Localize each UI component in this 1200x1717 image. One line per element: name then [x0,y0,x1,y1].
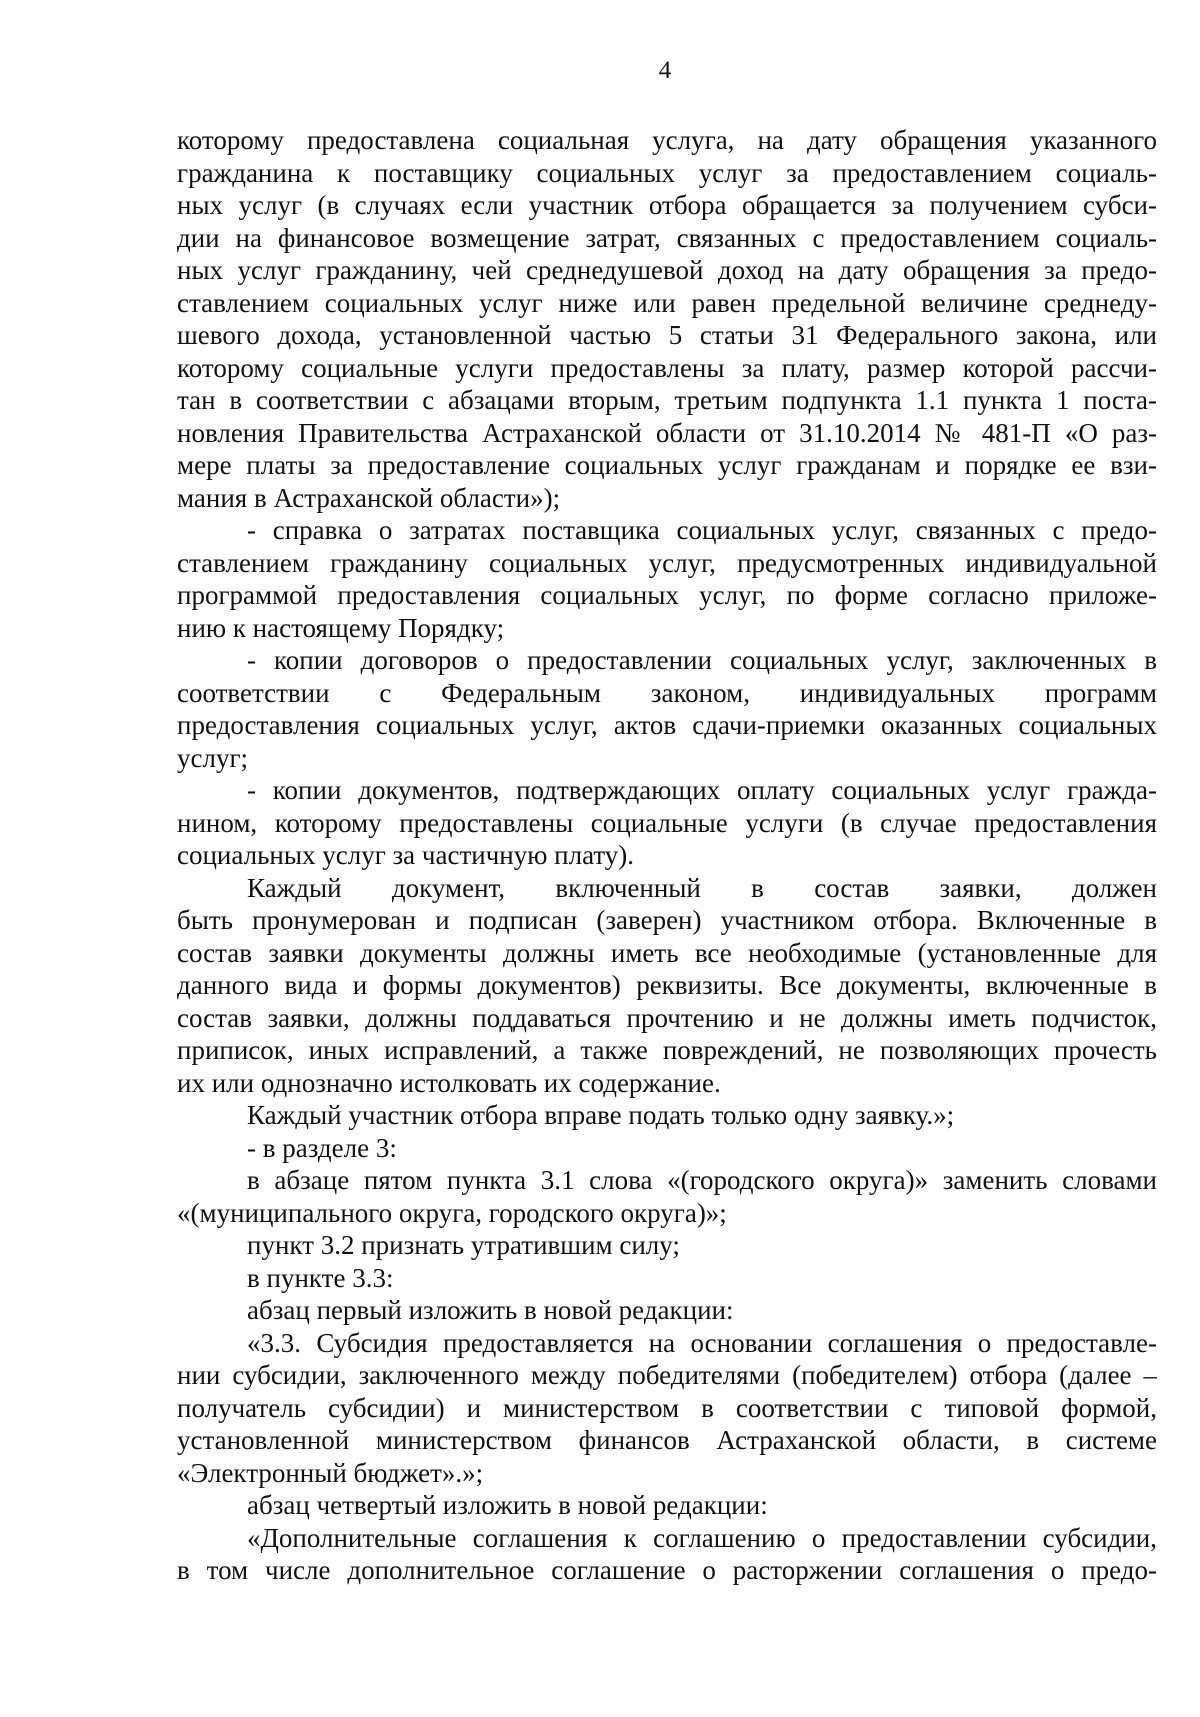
text-line: в пункте 3.3: [247,1262,394,1293]
text-line: «(муниципального округа, городского округа)»; [177,1197,727,1228]
text-line: приписок, иных исправлений, а также повреждений, не позволяющих прочесть [177,1035,1157,1065]
text-line: новления Правительства Астраханской области от 31.10.2014 № 481-П «О раз- [177,417,1157,448]
text-line: тан в соответствии с абзацами вторым, третьим подпункта 1.1 пункта 1 поста- [177,385,1157,415]
text-line: быть пронумерован и подписан (заверен) участником отбора. Включенные в [177,905,1157,935]
text-line: получатель субсидии) и министерством в соответствии с типовой формой, [177,1392,1157,1423]
text-line: Каждый участник отбора вправе подать только одну заявку.»; [247,1100,955,1130]
text-line: пункт 3.2 признать утратившим силу; [247,1230,680,1260]
text-line: данного вида и формы документов) реквизиты. Все документы, включенные в [177,970,1157,1000]
text-line: мере платы за предоставление социальных услуг гражданам и порядке ее взи- [177,450,1157,480]
text-line: ставлением социальных услуг ниже или равен предельной величине среднеду- [177,287,1157,318]
text-line: соответствии с Федеральным законом, индивидуальных программ [177,677,1157,708]
text-line: которому предоставлена социальная услуга, на дату обращения указанного [177,125,1157,155]
text-line: шевого дохода, установленной частью 5 статьи 31 Федерального закона, или [177,320,1157,350]
text-line: - копии договоров о предоставлении социальных услуг, заключенных в [247,645,1157,675]
text-line: в том числе дополнительное соглашение о расторжении соглашения о предо- [177,1555,1157,1585]
text-line: ных услуг (в случаях если участник отбора обращается за получением субси- [177,190,1157,220]
text-line: мания в Астраханской области»); [177,482,561,513]
text-line: - в разделе 3: [247,1132,397,1163]
text-line: социальных услуг за частичную плату). [177,840,635,870]
text-line: нии субсидии, заключенного между победителями (победителем) отбора (далее – [177,1360,1157,1390]
text-line: в абзаце пятом пункта 3.1 слова «(городского округа)» заменить словами [247,1165,1157,1195]
text-line: их или однозначно истолковать их содержание. [177,1067,721,1098]
text-line: абзац четвертый изложить в новой редакции: [247,1490,768,1520]
document-body [177,124,1157,1587]
text-line: состав заявки, должны поддаваться прочтению и не должны иметь подчисток, [177,1002,1157,1033]
text-line: нином, которому предоставлены социальные услуги (в случае предоставления [177,807,1157,838]
text-line: нию к настоящему Порядку; [177,612,505,643]
text-line: дии на финансовое возмещение затрат, связанных с предоставлением социаль- [177,222,1157,253]
text-line: Каждый документ, включенный в состав заявки, должен [247,872,1157,903]
text-line: предоставления социальных услуг, актов сдачи-приемки оказанных социальных [177,710,1157,740]
text-line: ных услуг гражданину, чей среднедушевой доход на дату обращения за предо- [177,255,1157,285]
text-line: «Электронный бюджет».»; [177,1457,484,1488]
text-line: «Дополнительные соглашения к соглашению о предоставлении субсидии, [247,1522,1157,1553]
text-line: абзац первый изложить в новой редакции: [247,1295,734,1325]
page-number: 4 [658,57,672,84]
text-line: гражданина к поставщику социальных услуг за предоставлением социаль- [177,157,1157,188]
text-line: ставлением гражданину социальных услуг, предусмотренных индивидуальной [177,547,1157,578]
text-line: программой предоставления социальных услуг, по форме согласно приложе- [177,580,1157,610]
text-line: установленной министерством финансов Астраханской области, в системе [177,1425,1157,1455]
text-line: состав заявки документы должны иметь все необходимые (установленные для [177,937,1157,968]
text-line: которому социальные услуги предоставлены за плату, размер которой рассчи- [177,352,1157,383]
text-line: - копии документов, подтверждающих оплату социальных услуг гражда- [247,775,1157,805]
text-line: - справка о затратах поставщика социальных услуг, связанных с предо- [247,515,1157,545]
text-line: «3.3. Субсидия предоставляется на основании соглашения о предоставле- [247,1327,1157,1358]
text-line: услуг; [177,742,249,773]
